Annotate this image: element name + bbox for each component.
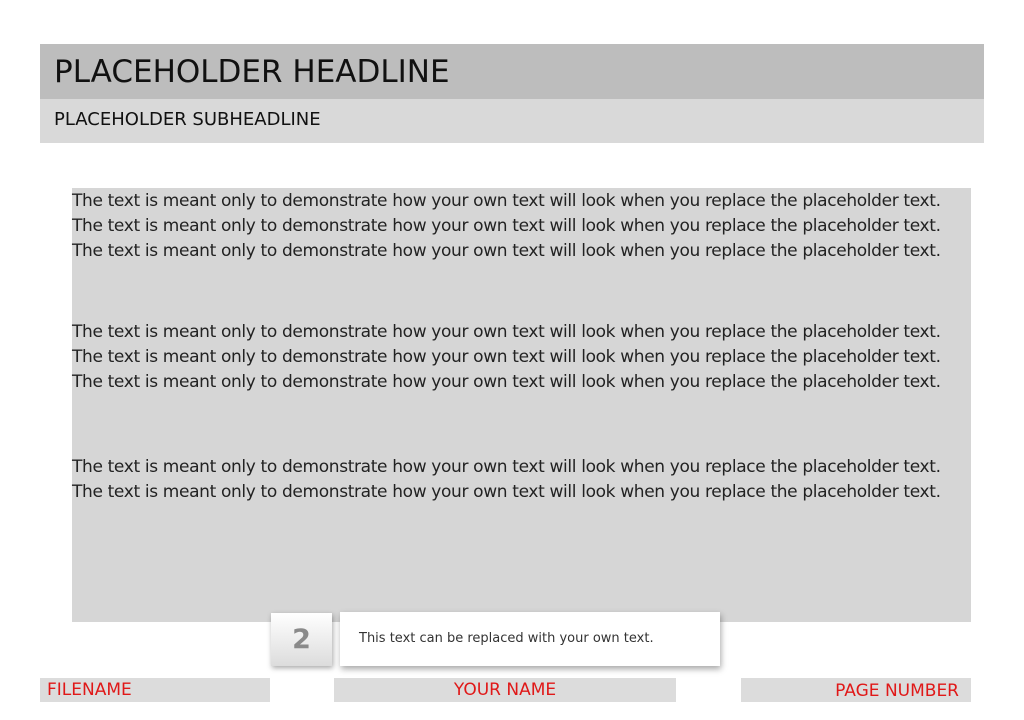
- page-title: PLACEHOLDER HEADLINE: [54, 54, 450, 90]
- body-paragraph-2: The text is meant only to demonstrate how your own text will look when you replace the placeholder text. The text is meant only to demonstrate how your own text will look when you replace the placeholder text. The text is meant only to demonstrate how your own text will look when you replace the placeholder text.: [72, 322, 941, 392]
- footer-your-name: [334, 678, 676, 702]
- headline-bar: [40, 44, 984, 99]
- footer-page-number: [741, 678, 971, 702]
- page-subtitle: PLACEHOLDER SUBHEADLINE: [54, 109, 321, 130]
- callout-number-card: [271, 613, 332, 666]
- callout-number: 2: [292, 624, 311, 655]
- footer-filename: [40, 678, 270, 702]
- subheadline-bar: [40, 99, 984, 143]
- body-text-box: [72, 188, 971, 622]
- body-paragraph-1: The text is meant only to demonstrate how your own text will look when you replace the placeholder text. The text is meant only to demonstrate how your own text will look when you replace the placeholder text. The text is meant only to demonstrate how your own text will look when you replace the placeholder text.: [72, 191, 941, 261]
- footer-page-number-label: PAGE NUMBER: [835, 681, 959, 701]
- callout-text: This text can be replaced with your own text.: [359, 631, 654, 646]
- footer-filename-label: FILENAME: [47, 680, 132, 700]
- callout-text-card: [340, 612, 720, 666]
- body-paragraph-3: The text is meant only to demonstrate how your own text will look when you replace the placeholder text. The text is meant only to demonstrate how your own text will look when you replace the placeholder text.: [72, 457, 941, 502]
- footer-your-name-label: YOUR NAME: [453, 680, 557, 700]
